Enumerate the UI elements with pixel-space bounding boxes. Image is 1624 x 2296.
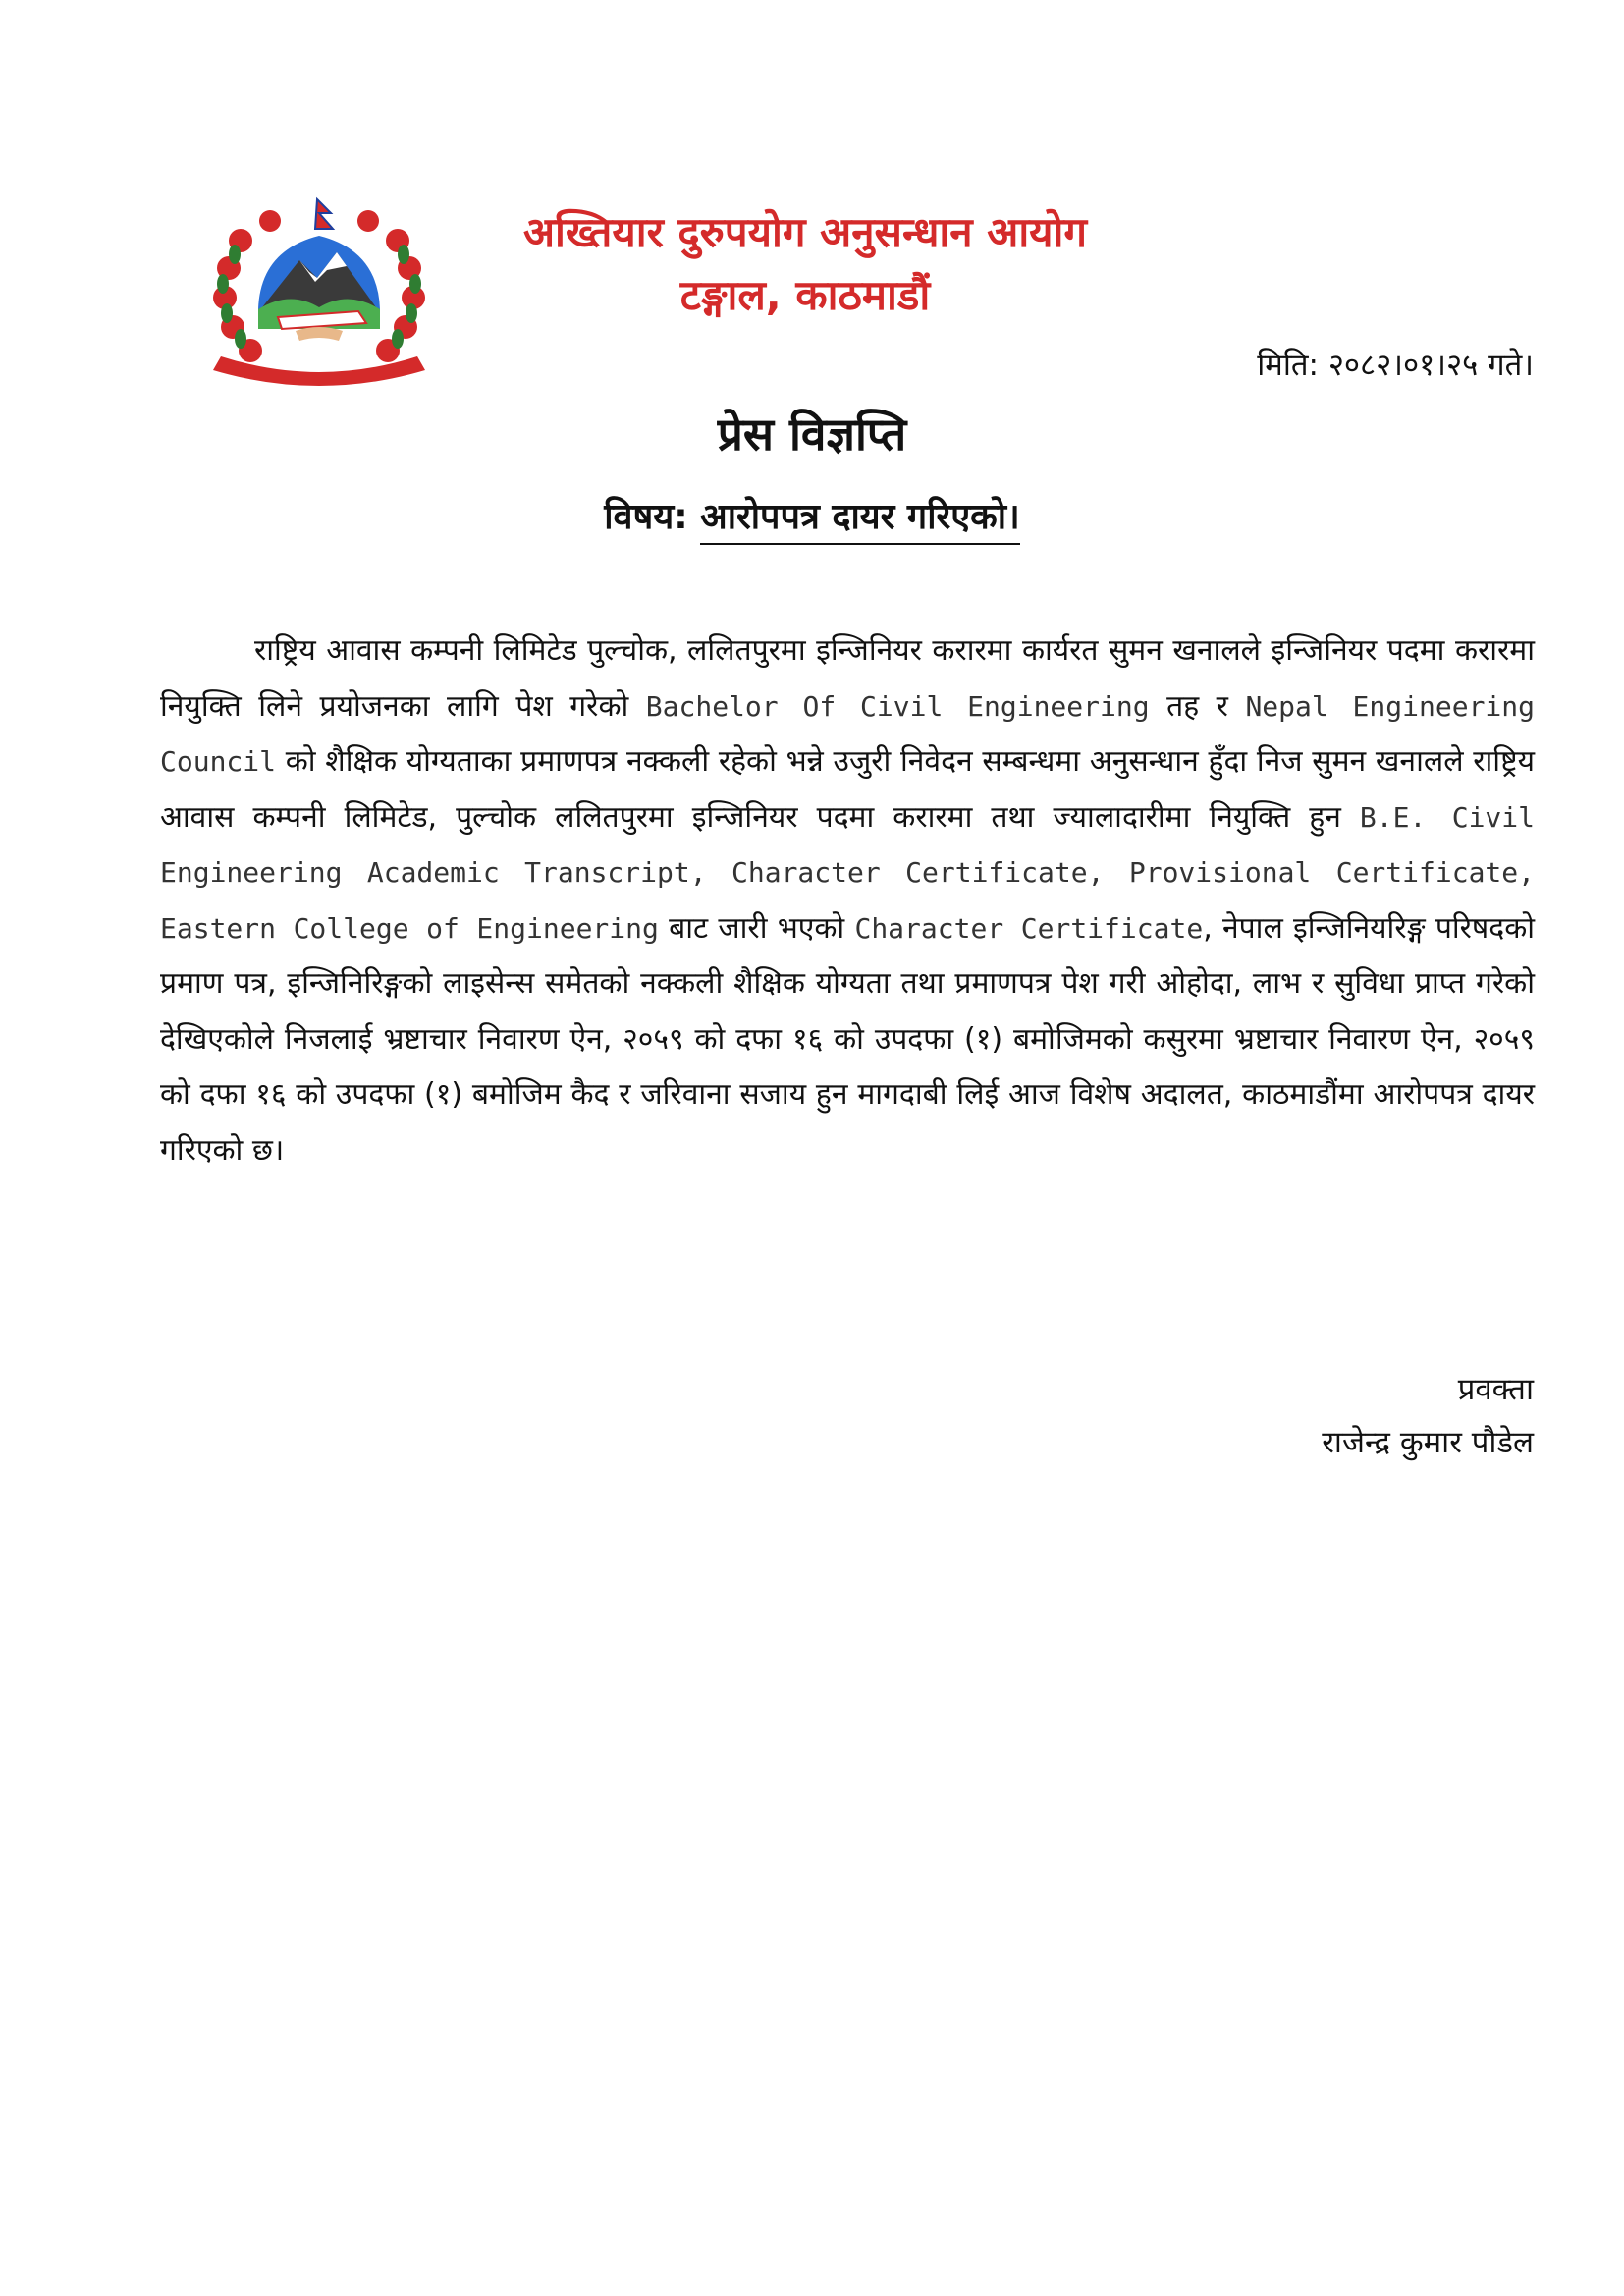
body-english-3: B.E. Civil Engineering Academic Transcript, Character Certificate, Provisional Certificate, Eastern College of Engineering (160, 800, 1535, 945)
body-text-1: राष्ट्रिय आवास कम्पनी लिमिटेड पुल्चोक, ललितपुरमा इन्जिनियर करारमा कार्यरत सुमन खनालले इन्जिनियर पदमा करारमा नियुक्ति लिने प्रयोजनका लागि पेश गरेको (160, 633, 1535, 724)
nepal-emblem (201, 191, 437, 398)
subject-line (0, 491, 1624, 539)
press-release-body (160, 624, 1535, 1178)
subject-label: विषय: (604, 497, 688, 537)
subject-text: आरोपपत्र दायर गरिएको। (700, 497, 1020, 545)
flag-icon (315, 199, 333, 229)
body-english-4: Character Certificate (854, 911, 1204, 945)
body-text-2: तह र (1149, 688, 1246, 724)
body-text-5: , नेपाल इन्जिनियरिङ्ग परिषदको प्रमाण पत्र, इन्जिनिरिङ्गको लाइसेन्स समेतको नक्कली शैक्षिक योग्यता तथा प्रमाणपत्र पेश गरी ओहोदा, लाभ र सुविधा प्राप्त गरेको देखिएकोले निजलाई भ्रष्टाचार निवारण ऐन, २०५९ को दफा १६ को उपदफा (१) बमोजिमको कसुरमा भ्रष्टाचार निवारण ऐन, २०५९ को दफा १६ को उपदफा (१) बमोजिम कैद र जरिवाना सजाय हुन मागदाबी लिई आज विशेष अदालत, काठमाडौंमा आरोपपत्र दायर गरिएको छ। (160, 910, 1536, 1168)
signatory-name: राजेन्द्र कुमार पौडेल (1322, 1425, 1534, 1460)
organization-header (452, 201, 1159, 327)
body-english-2: Nepal Engineering Council (160, 689, 1535, 778)
organization-name: अख्तियार दुरुपयोग अनुसन्धान आयोग (522, 208, 1088, 256)
body-paragraph (160, 624, 1535, 1178)
body-text-4: बाट जारी भएको (658, 910, 855, 946)
signature-block (1322, 1363, 1534, 1469)
emblem-graphic (201, 191, 437, 398)
handshake-icon (296, 327, 343, 341)
document-date: मिति: २०८२।०१।२५ गते। (1257, 348, 1534, 383)
signatory-role: प्रवक्ता (1457, 1372, 1534, 1407)
document-title: प्रेस विज्ञप्ति (717, 408, 907, 461)
body-english-1: Bachelor Of Civil Engineering (645, 689, 1150, 723)
organization-location: टङ्गाल, काठमाडौं (679, 271, 931, 319)
body-text-3: को शैक्षिक योग्यताका प्रमाणपत्र नक्कली रहेको भन्ने उजुरी निवेदन सम्बन्धमा अनुसन्धान हुँदा निज सुमन खनालले राष्ट्रिय आवास कम्पनी लिमिटेड, पुल्चोक ललितपुरमा इन्जिनियर पदमा करारमा तथा ज्यालादारीमा नियुक्ति हुन (160, 744, 1535, 835)
